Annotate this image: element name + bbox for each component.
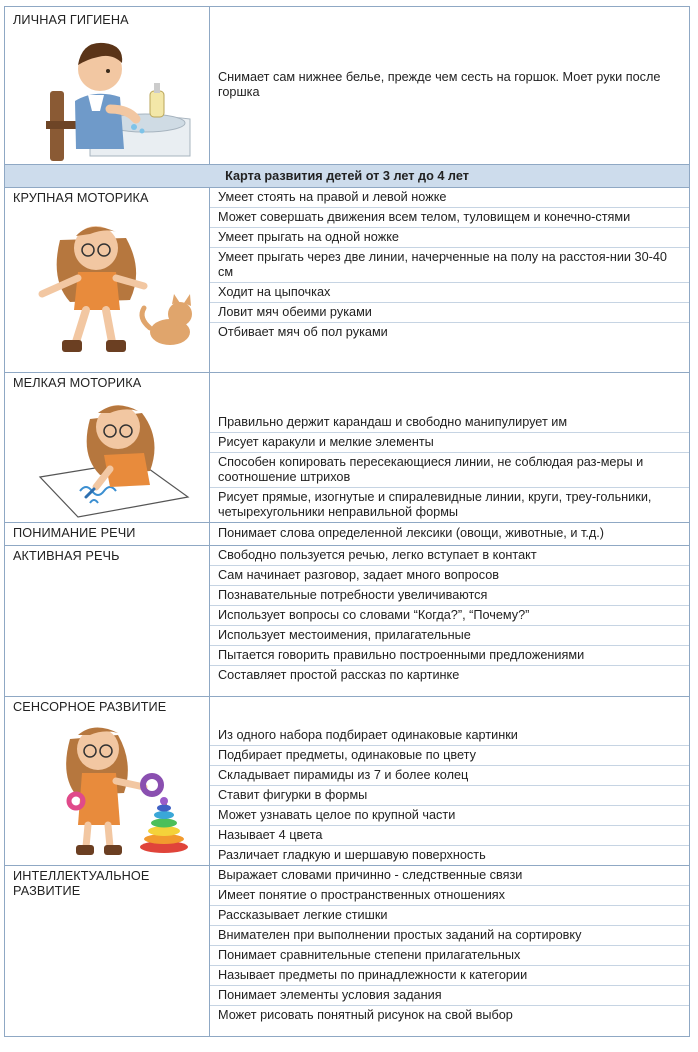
hygiene-text-cell bbox=[210, 7, 690, 164]
hygiene-row bbox=[4, 6, 690, 165]
category-label: ЛИЧНАЯ ГИГИЕНА bbox=[13, 13, 129, 27]
section-row-fine-motor bbox=[4, 373, 690, 523]
list-item: Рассказывает легкие стишки bbox=[210, 906, 689, 926]
section-items-cell bbox=[210, 697, 690, 865]
list-item: Имеет понятие о пространственных отношениях bbox=[210, 886, 689, 906]
list-item: Свободно пользуется речью, легко вступает в контакт bbox=[210, 546, 689, 566]
category-label: МЕЛКАЯ МОТОРИКА bbox=[13, 376, 142, 390]
list-item: Внимателен при выполнении простых заданий на сортировку bbox=[210, 926, 689, 946]
section-items-cell bbox=[210, 866, 690, 1036]
section-label-cell bbox=[4, 188, 210, 372]
section-row-speech-understanding bbox=[4, 523, 690, 546]
section-title: Карта развития детей от 3 лет до 4 лет bbox=[4, 165, 690, 188]
list-item: Называет 4 цвета bbox=[210, 826, 689, 846]
section-label-cell bbox=[4, 373, 210, 522]
list-item: Может совершать движения всем телом, туловищем и конечно-стями bbox=[210, 208, 689, 228]
list-item: Умеет стоять на правой и левой ножке bbox=[210, 188, 689, 208]
boy-washing-hands-illustration bbox=[19, 31, 201, 161]
list-item: Выражает словами причинно - следственные связи bbox=[210, 866, 689, 886]
girl-with-cat-illustration bbox=[19, 210, 201, 368]
list-item: Рисует прямые, изогнутые и спиралевидные линии, круги, треу-гольники, четырехугольники неправильной формы bbox=[218, 490, 652, 519]
list-item: Может узнавать целое по крупной части bbox=[210, 806, 689, 826]
list-item: Понимает элементы условия задания bbox=[210, 986, 689, 1006]
development-chart bbox=[4, 6, 690, 1037]
list-item: Различает гладкую и шершавую поверхность bbox=[218, 848, 486, 862]
section-row-intellectual bbox=[4, 866, 690, 1037]
list-item: Рисует каракули и мелкие элементы bbox=[210, 433, 689, 453]
list-item: Правильно держит карандаш и свободно манипулирует им bbox=[210, 413, 689, 433]
list-item: Понимает слова определенной лексики (овощи, животные, и т.д.) bbox=[218, 526, 605, 540]
section-label-cell bbox=[4, 546, 210, 696]
list-item: Способен копировать пересекающиеся линии, не соблюдая раз-меры и соотношение штрихов bbox=[210, 453, 689, 488]
list-item: Умеет прыгать на одной ножке bbox=[210, 228, 689, 248]
section-label-cell bbox=[4, 697, 210, 865]
list-item: Называет предметы по принадлежности к категории bbox=[210, 966, 689, 986]
list-item: Познавательные потребности увеличиваются bbox=[210, 586, 689, 606]
list-item: Подбирает предметы, одинаковые по цвету bbox=[210, 746, 689, 766]
section-items-cell bbox=[210, 523, 690, 545]
category-label: ПОНИМАНИЕ РЕЧИ bbox=[13, 526, 136, 540]
list-item: Ходит на цыпочках bbox=[210, 283, 689, 303]
category-label: АКТИВНАЯ РЕЧЬ bbox=[13, 549, 120, 563]
hygiene-text: Снимает сам нижнее белье, прежде чем сесть на горшок. Моет руки после горшка bbox=[218, 69, 661, 99]
list-item: Сам начинает разговор, задает много вопросов bbox=[210, 566, 689, 586]
list-item: Понимает сравнительные степени прилагательных bbox=[210, 946, 689, 966]
girl-with-pyramid-illustration bbox=[19, 719, 201, 861]
list-item: Использует местоимения, прилагательные bbox=[210, 626, 689, 646]
hygiene-label-cell bbox=[4, 7, 210, 164]
list-item: Может рисовать понятный рисунок на свой выбор bbox=[218, 1008, 513, 1022]
list-item: Умеет прыгать через две линии, начерченные на полу на расстоя-нии 30-40 см bbox=[210, 248, 689, 283]
section-row-gross-motor bbox=[4, 188, 690, 373]
category-label: СЕНСОРНОЕ РАЗВИТИЕ bbox=[13, 700, 167, 714]
list-item: Составляет простой рассказ по картинке bbox=[218, 668, 460, 682]
section-items-cell bbox=[210, 546, 690, 696]
section-items-cell bbox=[210, 188, 690, 372]
section-label-cell bbox=[4, 866, 210, 1036]
section-label-cell bbox=[4, 523, 210, 545]
list-item: Складывает пирамиды из 7 и более колец bbox=[210, 766, 689, 786]
section-row-sensory bbox=[4, 697, 690, 866]
list-item: Ловит мяч обеими руками bbox=[210, 303, 689, 323]
category-label: ИНТЕЛЛЕКТУАЛЬНОЕ РАЗВИТИЕ bbox=[13, 869, 150, 898]
list-item: Использует вопросы со словами “Когда?”, “Почему?” bbox=[210, 606, 689, 626]
list-item: Отбивает мяч об пол руками bbox=[218, 325, 388, 339]
section-items-cell bbox=[210, 373, 690, 522]
list-item: Ставит фигурки в формы bbox=[210, 786, 689, 806]
girl-drawing-illustration bbox=[19, 395, 201, 519]
list-item: Из одного набора подбирает одинаковые картинки bbox=[210, 726, 689, 746]
list-item: Пытается говорить правильно построенными предложениями bbox=[210, 646, 689, 666]
category-label: КРУПНАЯ МОТОРИКА bbox=[13, 191, 149, 205]
section-row-active-speech bbox=[4, 546, 690, 697]
